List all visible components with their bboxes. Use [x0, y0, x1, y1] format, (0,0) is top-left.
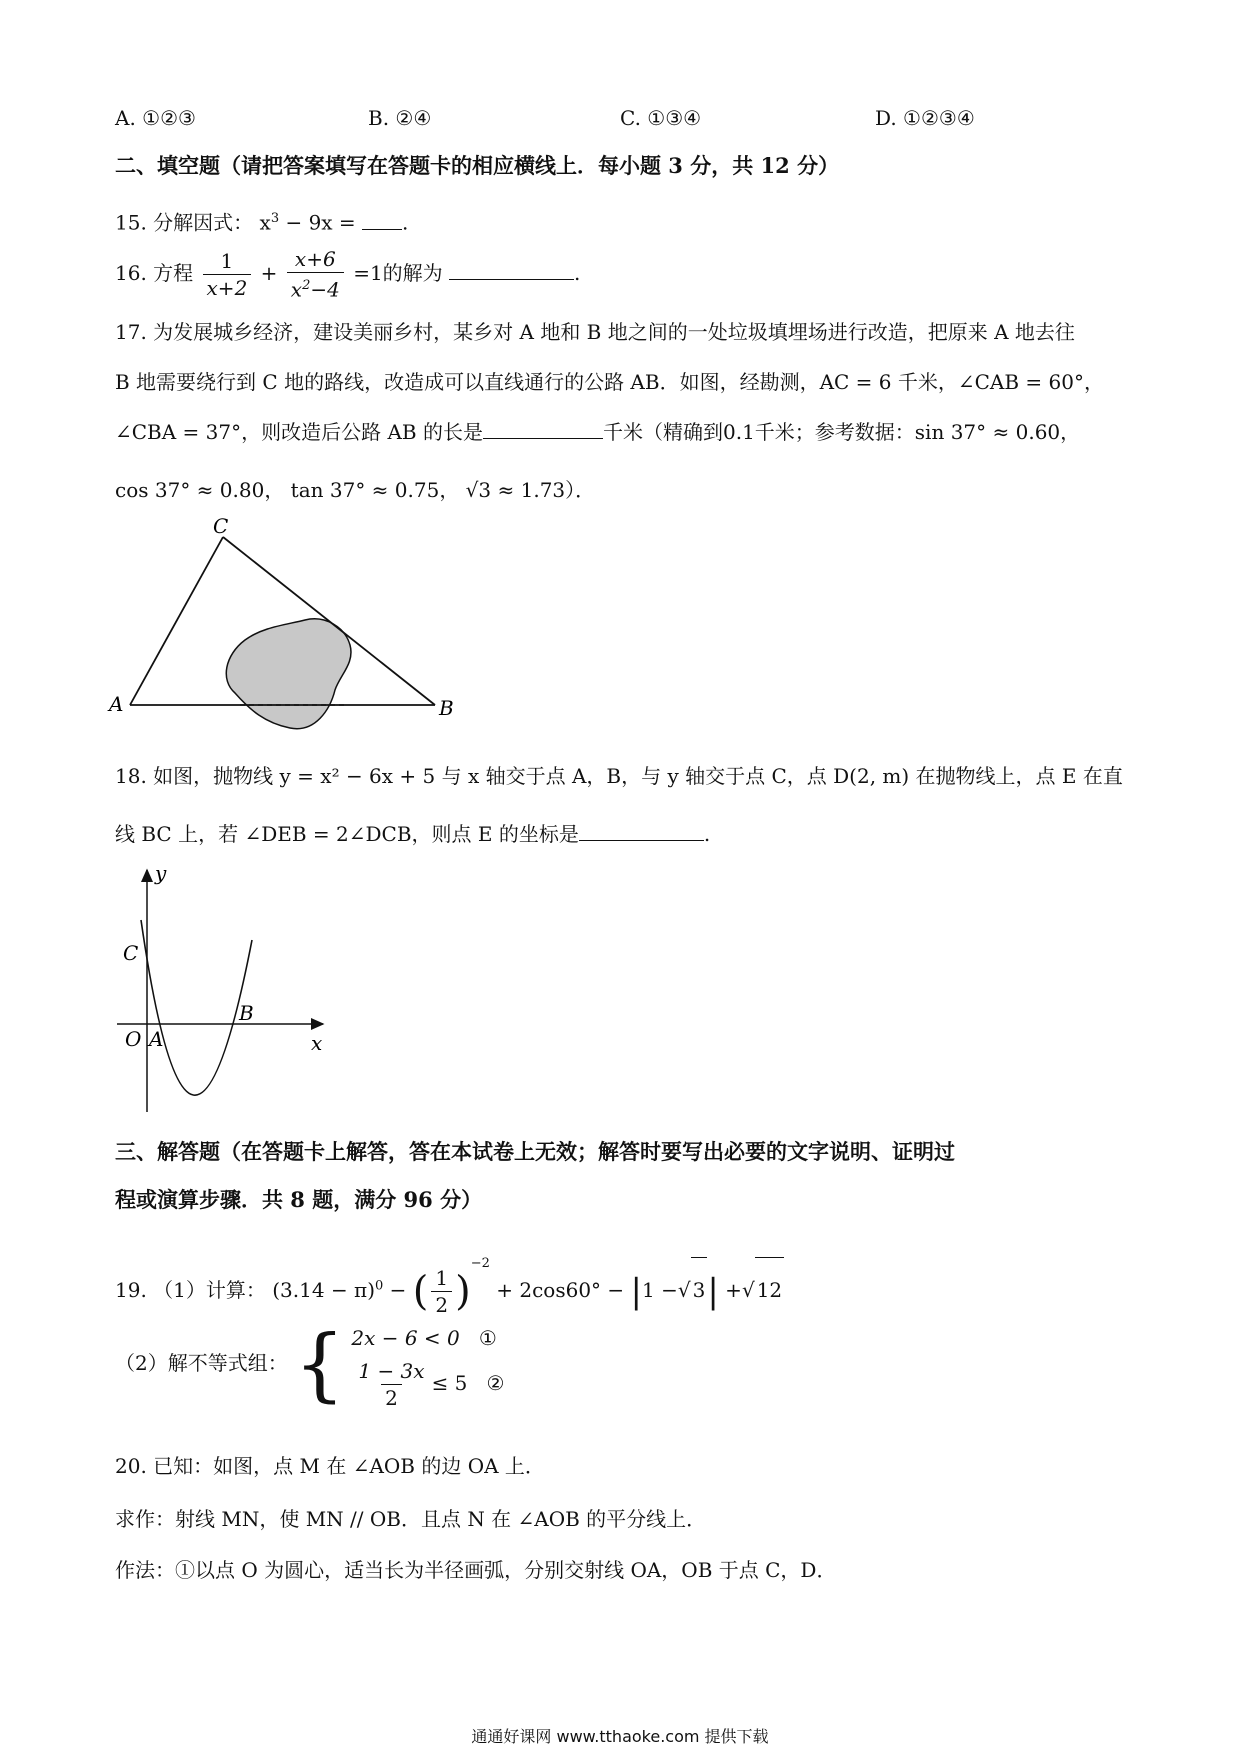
option-c: C. ①③④	[620, 106, 702, 130]
q16-answer-blank[interactable]	[449, 261, 574, 280]
question-16	[115, 245, 580, 303]
q19-inequality-system	[351, 1318, 504, 1411]
q16-equals: =1	[353, 261, 383, 285]
q17-line-3: ∠CBA = 37°，则改造后公路 AB 的长是 千米（精确到0.1千米；参考数据：sin 37° ≈ 0.60，	[115, 420, 1081, 444]
section-3-heading-line-2: 程或演算步骤．共 8 题，满分 96 分）	[115, 1187, 483, 1212]
q19-right-paren: )	[455, 1268, 471, 1315]
figure-q17-triangle	[105, 515, 465, 745]
section-3-heading-line-1: 三、解答题（在答题卡上解答，答在本试卷上无效；解答时要写出必要的文字说明、证明过	[115, 1139, 955, 1164]
q16-suffix: 的解为	[382, 261, 443, 285]
label-x: x	[311, 1031, 323, 1055]
q19-fraction: $\frac{1}{2}$	[431, 1265, 452, 1318]
label-a: A	[109, 692, 124, 716]
q16-plus: +	[260, 261, 278, 285]
section-2-heading: 二、填空题（请把答案填写在答题卡的相应横线上．每小题 3 分，共 12 分）	[115, 153, 840, 178]
q16-end: .	[574, 261, 581, 285]
q20-line-3: 作法：①以点 O 为圆心，适当长为半径画弧，分别交射线 OA，OB 于点 C，D．	[115, 1558, 837, 1582]
q19-inequality-2: $\frac{1 - 3x}{2}$ ≤ 5 ②	[358, 1359, 505, 1410]
q19-brace: {	[294, 1317, 345, 1411]
q16-frac2-num: x+6	[294, 247, 336, 272]
q18-line-1: 18. 如图，抛物线 y = x² − 6x + 5 与 x 轴交于点 A，B，与 y 轴交于点 C，点 D(2, m) 在抛物线上，点 E 在直	[115, 764, 1123, 788]
question-15	[115, 205, 408, 237]
q19-abs-left: |	[630, 1271, 643, 1312]
label-a: A	[149, 1027, 164, 1051]
q16-fraction-2	[287, 246, 344, 303]
q19-abs-right: |	[707, 1271, 719, 1312]
q20-line-2: 求作：射线 MN，使 MN // OB．且点 N 在 ∠AOB 的平分线上．	[115, 1507, 707, 1531]
label-c: C	[123, 941, 139, 965]
q19-fraction-exponent: −2	[470, 1256, 490, 1271]
q17-line-2: B 地需要绕行到 C 地的路线，改造成可以直线通行的公路 AB．如图，经勘测，AC = 6 千米，∠CAB = 60°，	[115, 370, 1104, 394]
option-d: D. ①②③④	[875, 106, 975, 130]
label-c: C	[213, 515, 229, 538]
q19-inequality-1: 2x − 6 < 0 ①	[351, 1326, 497, 1350]
q15-answer-blank[interactable]	[362, 211, 402, 230]
footer-watermark: 通通好课网 www.tthaoke.com 提供下载	[471, 1727, 769, 1746]
q18-answer-blank[interactable]	[579, 822, 704, 841]
label-o: O	[125, 1027, 142, 1051]
q15-end: .	[402, 210, 409, 235]
q19-part-2: （2）解不等式组： { 2x − 6 < 0 ① $\frac{1 - 3x}{2}$ ≤ 5 ②	[115, 1317, 505, 1411]
q20-line-1: 20. 已知：如图，点 M 在 ∠AOB 的边 OA 上．	[115, 1454, 545, 1478]
q19-sqrt-3: 3	[691, 1257, 708, 1322]
q16-fraction-1	[203, 248, 252, 301]
obstacle-shape	[226, 619, 351, 729]
q16-frac1-num: 1	[220, 249, 234, 273]
q19-term-pi: $(3.14 - \pi)^0$	[272, 1278, 384, 1302]
q16-frac1-den: x+2	[203, 274, 252, 301]
figure-q18-parabola	[115, 860, 335, 1120]
q15-expr-a: x	[259, 210, 271, 235]
q19-left-paren: (	[412, 1268, 429, 1315]
parabola-curve	[141, 920, 252, 1095]
q15-expr-b: − 9x =	[285, 210, 356, 235]
q17-line-4: cos 37° ≈ 0.80， tan 37° ≈ 0.75， √3 ≈ 1.73）．	[115, 478, 596, 502]
q17-line-1: 17. 为发展城乡经济，建设美丽乡村，某乡对 A 地和 B 地之间的一处垃圾填埋场进行改造，把原来 A 地去往	[115, 320, 1075, 344]
q16-prefix: 16. 方程	[115, 261, 194, 285]
q19-part-1: 19. （1）计算： $(3.14 - \pi)^0$ − ( $\frac{1}{2}$ )$^{-2}$ + 2cos60° − |1 −√ 3| +√ 12	[115, 1232, 784, 1324]
q17-answer-blank[interactable]	[483, 420, 603, 439]
segment-ac	[130, 537, 223, 705]
q19-sqrt-12: 12	[755, 1257, 784, 1322]
q16-frac2-den: $x^2-4$	[287, 272, 344, 303]
option-b: B. ②④	[368, 106, 432, 130]
label-b: B	[439, 696, 454, 720]
q15-exponent: 3	[270, 211, 280, 226]
option-a: A. ①②③	[115, 106, 196, 130]
label-y: y	[155, 861, 167, 885]
q15-prefix: 15. 分解因式：	[115, 210, 254, 235]
q18-line-2: 线 BC 上，若 ∠DEB = 2∠DCB，则点 E 的坐标是 .	[115, 822, 711, 846]
label-b: B	[239, 1001, 254, 1025]
